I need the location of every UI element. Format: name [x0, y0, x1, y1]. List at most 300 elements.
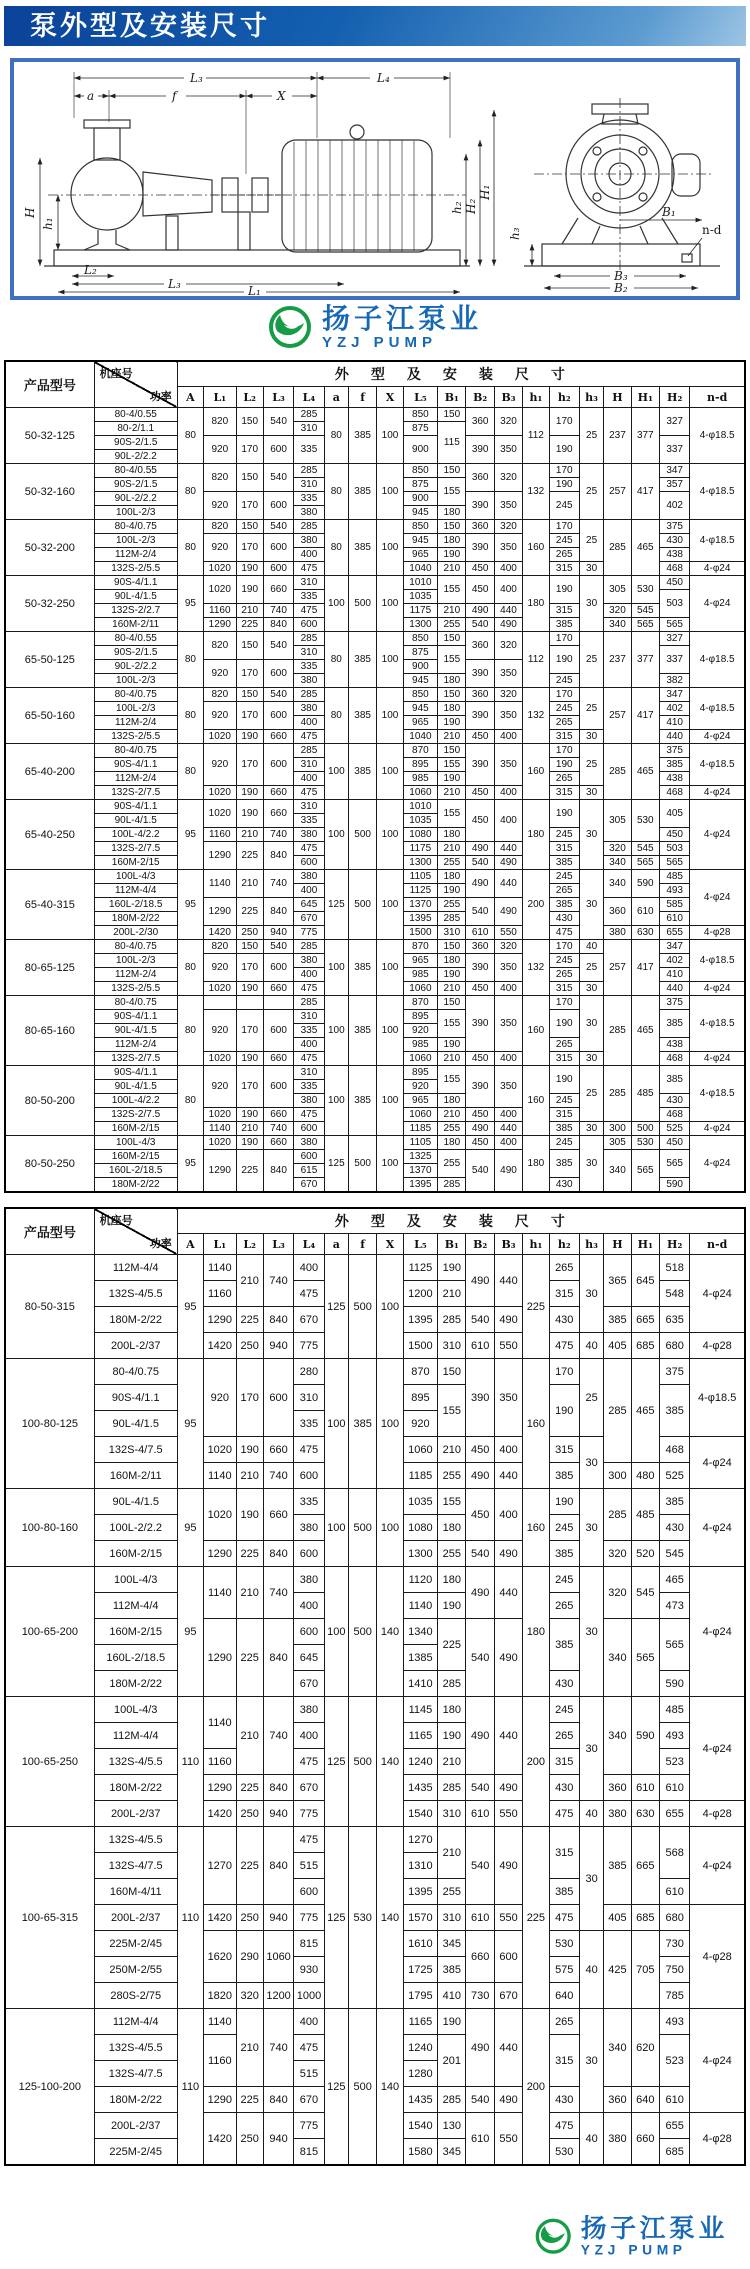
dimension-cell: 920	[403, 1024, 437, 1038]
dimension-cell: 540	[263, 520, 293, 534]
dimension-cell: 410	[438, 1983, 466, 2009]
dimension-cell: 360	[466, 688, 494, 702]
dimension-cell: 820	[204, 632, 236, 660]
dimension-cell: 1420	[204, 1333, 236, 1359]
dimension-cell: 285	[294, 996, 324, 1010]
dimension-cell: 180	[438, 534, 466, 548]
dimension-cell: 4-φ24	[690, 982, 745, 996]
power-label: 功率	[149, 1238, 172, 1250]
frame-power-cell: 160L-2/18.5	[94, 1645, 177, 1671]
dimension-cell: 347	[659, 688, 689, 702]
dimension-cell: 80	[324, 408, 348, 464]
dimension-cell: 140	[377, 1827, 403, 2009]
frame-power-cell: 112M-2/4	[94, 772, 177, 786]
dimension-cell: 225	[236, 1827, 263, 1905]
dimension-cell: 400	[294, 1038, 324, 1052]
dimension-cell: 285	[438, 1671, 466, 1697]
dimension-cell: 290	[236, 1931, 263, 1983]
dimension-cell: 305	[604, 1136, 631, 1150]
dimension-cell: 25	[579, 520, 603, 562]
dimension-cell: 1795	[403, 1983, 437, 2009]
dimension-cell: 100	[377, 576, 403, 632]
dimension-cell: 490	[494, 898, 522, 926]
dimension-cell: 150	[438, 520, 466, 534]
dimension-cell: 775	[294, 1801, 324, 1827]
dimension-cell: 850	[403, 464, 437, 478]
frame-power-cell: 100L-2/3	[94, 674, 177, 688]
frame-power-cell: 90L-4/1.5	[94, 1411, 177, 1437]
dimension-cell: 385	[549, 1122, 579, 1136]
dimension-cell: 100	[377, 408, 403, 464]
dimension-cell: 30	[579, 1437, 603, 1489]
product-model-cell: 50-32-250	[5, 576, 94, 632]
dimension-cell: 400	[294, 1723, 324, 1749]
dimension-cell: 320	[494, 408, 522, 436]
dimension-cell: 1040	[403, 562, 437, 576]
dimension-cell: 1435	[403, 2087, 437, 2113]
dimension-cell: 190	[549, 800, 579, 828]
dimension-cell: 250	[236, 2113, 263, 2166]
frame-power-cell: 200L-2/30	[94, 926, 177, 940]
dimension-cell: 600	[294, 1541, 324, 1567]
dimension-cell: 255	[438, 856, 466, 870]
frame-power-cell: 100L-4/3	[94, 870, 177, 884]
dimension-cell: 132	[523, 688, 549, 744]
dimension-cell: 320	[604, 604, 631, 618]
dimension-cell: 390	[466, 492, 494, 520]
dimension-cell: 285	[438, 1307, 466, 1333]
dimension-cell: 4-φ24	[690, 1136, 745, 1193]
dimension-cell: 380	[294, 1136, 324, 1150]
dimension-cell: 180	[523, 1136, 549, 1193]
dimension-cell: 170	[549, 520, 579, 534]
dimension-cell: 315	[549, 786, 579, 800]
dim-label-l1: L₁	[248, 284, 261, 296]
dimension-cell: 500	[631, 1122, 659, 1136]
dimension-cell: 940	[263, 1333, 293, 1359]
dimension-cell: 530	[631, 1136, 659, 1150]
dimension-cell: 40	[579, 1931, 603, 2009]
dimension-cell: 327	[659, 408, 689, 436]
dimension-cell: 190	[438, 548, 466, 562]
dimension-cell: 335	[294, 814, 324, 828]
dimension-cell: 150	[236, 464, 263, 492]
table-row	[5, 800, 745, 814]
dimension-cell: 225	[236, 842, 263, 870]
table-row	[5, 576, 745, 590]
logo-swirl-icon	[268, 305, 312, 349]
dimension-cell: 160	[523, 1489, 549, 1567]
dimension-cell: 210	[438, 1827, 466, 1879]
dimension-cell: 385	[348, 744, 376, 800]
frame-power-cell: 90L-2/2.2	[94, 660, 177, 674]
dimension-cell: 660	[263, 786, 293, 800]
dimension-cell: 95	[177, 1567, 203, 1697]
dimension-cell: 4-φ18.5	[690, 1066, 745, 1122]
pump-outline-drawing	[14, 62, 736, 296]
dimension-cell: 245	[549, 1094, 579, 1108]
column-header: L₁	[204, 1234, 236, 1255]
dimension-cell: 670	[294, 1178, 324, 1193]
dimension-cell: 485	[631, 1066, 659, 1122]
dimension-cell: 210	[438, 1281, 466, 1307]
dimension-cell: 565	[659, 618, 689, 632]
dimension-cell: 645	[631, 1255, 659, 1307]
table-row	[5, 940, 745, 954]
frame-power-cell: 180M-2/22	[94, 2087, 177, 2113]
dimension-cell: 670	[294, 1671, 324, 1697]
dimension-cell: 600	[294, 1122, 324, 1136]
dimension-cell: 385	[549, 1541, 579, 1567]
product-model-cell: 100-65-200	[5, 1567, 94, 1697]
dimension-cell: 385	[348, 632, 376, 688]
dimension-cell: 1435	[403, 1775, 437, 1801]
dimension-cell: 310	[438, 926, 466, 940]
dimension-cell: 305	[604, 800, 631, 842]
dimension-cell: 705	[631, 1931, 659, 2009]
dimension-cell: 490	[494, 1827, 522, 1905]
dimension-cell: 4-φ24	[690, 786, 745, 800]
dimension-cell: 660	[263, 576, 293, 604]
dimension-cell: 155	[438, 800, 466, 828]
dimension-cell: 1165	[403, 1723, 437, 1749]
dimension-cell: 390	[466, 1359, 494, 1437]
dimension-cell: 390	[466, 660, 494, 688]
dimension-cell: 265	[549, 884, 579, 898]
dimension-cell: 600	[294, 1619, 324, 1645]
dimension-cell: 4-φ24	[690, 730, 745, 744]
frame-power-cell: 100L-2/3	[94, 702, 177, 716]
dimension-cell: 920	[204, 660, 236, 688]
frame-power-cell: 100L-2/3	[94, 506, 177, 520]
dimension-cell: 100	[377, 1489, 403, 1567]
dimension-cell: 400	[294, 548, 324, 562]
dimension-cell: 30	[579, 800, 603, 870]
dimension-cell: 485	[631, 1489, 659, 1541]
column-header: h₃	[579, 387, 603, 408]
dimension-cell: 385	[659, 1066, 689, 1094]
dimension-cell: 265	[549, 1038, 579, 1052]
dimension-cell: 875	[403, 478, 437, 492]
dimension-cell: 265	[549, 2009, 579, 2035]
dimension-cell: 350	[494, 492, 522, 520]
dimension-cell: 155	[438, 1489, 466, 1515]
outline-installation-header: 外型及安装尺寸	[177, 1208, 745, 1234]
dimension-cell: 190	[236, 786, 263, 800]
dimension-cell: 350	[494, 660, 522, 688]
column-header: A	[177, 387, 203, 408]
dimension-cell: 80	[324, 632, 348, 688]
header-row	[5, 361, 745, 387]
dimension-cell: 360	[466, 632, 494, 660]
dimension-cell: 285	[294, 408, 324, 422]
dimension-cell: 1000	[294, 1983, 324, 2009]
dimension-cell: 200	[523, 1697, 549, 1827]
dimension-cell: 1290	[204, 842, 236, 870]
dimension-cell: 180	[523, 576, 549, 632]
dim-label-l4: L₄	[377, 71, 390, 85]
dimension-cell: 610	[466, 1905, 494, 1931]
dim-label-a: a	[87, 89, 95, 103]
dimension-cell: 1420	[204, 926, 236, 940]
dimension-cell: 440	[494, 1122, 522, 1136]
dimension-cell: 30	[579, 562, 603, 576]
frame-power-cell: 80-2/1.1	[94, 422, 177, 436]
dimension-cell: 80	[177, 996, 203, 1066]
dimension-cell: 132	[523, 940, 549, 996]
dimension-cell: 500	[348, 576, 376, 632]
dimension-cell: 80	[177, 1066, 203, 1136]
dimension-cell: 450	[466, 1052, 494, 1066]
dimension-cell: 180	[438, 506, 466, 520]
dimension-cell: 360	[604, 2087, 631, 2113]
dimension-cell: 565	[631, 1150, 659, 1193]
dimension-cell: 100	[324, 940, 348, 996]
table-row	[5, 1697, 745, 1723]
dimension-cell: 190	[549, 436, 579, 464]
frame-power-cell: 80-4/0.75	[94, 520, 177, 534]
dimension-cell: 30	[579, 1489, 603, 1567]
dimension-cell: 385	[659, 1489, 689, 1515]
dimension-cell: 280	[294, 1359, 324, 1385]
dimension-cell: 740	[263, 1463, 293, 1489]
dimension-cell: 930	[294, 1957, 324, 1983]
product-model-cell: 100-80-125	[5, 1359, 94, 1489]
dimension-cell: 170	[549, 940, 579, 954]
dimension-cell: 465	[631, 1359, 659, 1463]
dimension-cell: 95	[177, 576, 203, 632]
dimension-cell: 1145	[403, 1697, 437, 1723]
dimension-cell: 545	[631, 1567, 659, 1619]
dimension-cell: 4-φ28	[690, 926, 745, 940]
dimension-cell: 940	[263, 1905, 293, 1931]
frame-power-cell: 132S-2/5.5	[94, 562, 177, 576]
dimension-cell: 257	[604, 940, 631, 996]
frame-power-cell: 100L-4/3	[94, 1567, 177, 1593]
dimension-cell: 475	[549, 2113, 579, 2139]
dimension-cell: 80	[177, 408, 203, 464]
dimension-cell: 750	[659, 1957, 689, 1983]
dimension-cell: 210	[236, 1122, 263, 1136]
column-header: f	[348, 1234, 376, 1255]
column-header: B₂	[466, 387, 494, 408]
dimension-cell: 895	[403, 1010, 437, 1024]
dimension-cell: 402	[659, 492, 689, 520]
dimension-cell: 610	[466, 1333, 494, 1359]
dimension-cell: 740	[263, 1697, 293, 1775]
dimension-cell: 380	[294, 954, 324, 968]
dimension-cell: 345	[438, 1931, 466, 1957]
dimension-cell: 25	[579, 744, 603, 786]
dimension-cell: 25	[579, 632, 603, 688]
dimension-cell: 385	[604, 1827, 631, 1905]
dimension-cell: 180	[438, 1567, 466, 1593]
dimension-cell: 380	[294, 1515, 324, 1541]
dimension-cell: 600	[294, 1463, 324, 1489]
dimension-cell: 40	[579, 2113, 603, 2166]
dimension-cell: 440	[494, 1463, 522, 1489]
dimension-cell: 870	[403, 744, 437, 758]
dimension-cell: 1270	[204, 1827, 236, 1905]
dimension-cell: 530	[549, 1931, 579, 1957]
dimension-cell: 490	[494, 2087, 522, 2113]
dimension-cell: 375	[659, 1359, 689, 1385]
dimension-cell: 180	[438, 828, 466, 842]
dimension-cell: 210	[236, 1567, 263, 1619]
footer-logo-chinese-name: 扬子江泵业	[580, 2213, 728, 2243]
dimension-cell: 150	[236, 632, 263, 660]
dimension-cell: 100	[377, 996, 403, 1066]
dimension-cell: 440	[494, 2009, 522, 2087]
dimension-cell: 382	[659, 674, 689, 688]
dimension-cell: 450	[466, 730, 494, 744]
dimension-cell: 685	[631, 1905, 659, 1931]
frame-power-cell: 112M-4/4	[94, 2009, 177, 2035]
dimension-cell: 630	[631, 1801, 659, 1827]
dimension-cell: 540	[263, 464, 293, 492]
dimension-cell: 25	[579, 954, 603, 982]
table-row	[5, 996, 745, 1010]
dimension-cell: 390	[466, 954, 494, 982]
dimension-cell: 95	[177, 1489, 203, 1567]
table-row	[5, 632, 745, 646]
dimension-cell: 475	[294, 1052, 324, 1066]
dimension-cell: 100	[377, 688, 403, 744]
dimension-cell: 335	[294, 492, 324, 506]
dimension-cell: 4-φ18.5	[690, 940, 745, 982]
dimension-cell: 585	[659, 898, 689, 912]
dimension-cell: 1035	[403, 1489, 437, 1515]
dimension-cell: 493	[659, 884, 689, 898]
dimension-cell: 540	[466, 1150, 494, 1193]
dim-label-h-cap: H	[23, 207, 37, 218]
dimension-cell: 347	[659, 464, 689, 478]
dimension-cell: 840	[263, 1827, 293, 1905]
column-header: a	[324, 387, 348, 408]
dimension-cell: 540	[263, 688, 293, 702]
dimension-cell: 1175	[403, 604, 437, 618]
dimension-cell: 417	[631, 940, 659, 996]
frame-power-cell: 80-4/0.75	[94, 744, 177, 758]
dimension-cell: 1325	[403, 1150, 437, 1164]
column-header: B₁	[438, 387, 466, 408]
table-row	[5, 744, 745, 758]
dimension-cell: 503	[659, 842, 689, 856]
dimension-cell: 400	[294, 2009, 324, 2035]
frame-power-cell: 160M-4/11	[94, 1879, 177, 1905]
column-header: H	[604, 1234, 631, 1255]
dimension-cell: 440	[494, 1255, 522, 1307]
dimension-cell: 100	[377, 1359, 403, 1489]
dimension-cell: 610	[631, 1775, 659, 1801]
frame-power-cell: 80-4/0.75	[94, 688, 177, 702]
dimension-cell: 490	[494, 1619, 522, 1697]
dimension-cell: 100	[377, 744, 403, 800]
dimension-cell: 1035	[403, 590, 437, 604]
frame-power-cell: 180M-2/22	[94, 912, 177, 926]
dimension-cell: 170	[236, 1066, 263, 1108]
dimension-cell: 850	[403, 520, 437, 534]
frame-power-cell: 160M-2/11	[94, 1463, 177, 1489]
dimension-cell: 155	[438, 576, 466, 604]
dimension-cell: 965	[403, 548, 437, 562]
dimension-cell: 245	[549, 828, 579, 842]
dimension-cell: 245	[549, 870, 579, 884]
dimension-cell: 285	[438, 2087, 466, 2113]
dimension-cell: 1420	[204, 1905, 236, 1931]
dimension-cell: 600	[263, 1010, 293, 1052]
dimension-cell: 490	[494, 1775, 522, 1801]
dimension-cell: 285	[604, 1359, 631, 1463]
dimension-cell: 475	[294, 1749, 324, 1775]
column-header: L₄	[294, 1234, 324, 1255]
dimension-cell: 400	[294, 1593, 324, 1619]
column-header: H₂	[659, 1234, 689, 1255]
dimension-cell: 200	[523, 870, 549, 940]
dimension-cell: 250	[236, 1801, 263, 1827]
dimension-cell: 430	[659, 1094, 689, 1108]
dimension-cell: 525	[659, 1463, 689, 1489]
dimension-cell: 190	[438, 1038, 466, 1052]
dimension-cell: 565	[631, 1619, 659, 1697]
dimension-cell: 1500	[403, 1333, 437, 1359]
dimension-cell: 1290	[204, 1775, 236, 1801]
dimension-cell: 665	[631, 1307, 659, 1333]
dimension-cell: 485	[659, 1697, 689, 1723]
frame-power-cell: 200L-2/37	[94, 1801, 177, 1827]
dimension-cell: 600	[263, 436, 293, 464]
dimension-cell: 30	[579, 1567, 603, 1697]
dimension-cell: 540	[466, 2087, 494, 2113]
dimension-cell: 350	[494, 702, 522, 730]
dimension-cell: 490	[494, 856, 522, 870]
dimension-cell: 255	[438, 618, 466, 632]
dimension-cell: 377	[631, 408, 659, 464]
dimension-cell: 985	[403, 968, 437, 982]
column-header: n-d	[690, 387, 745, 408]
frame-power-cell: 180M-2/22	[94, 1307, 177, 1333]
dimension-cell: 540	[466, 1541, 494, 1567]
dimension-cell: 4-φ24	[690, 1827, 745, 1905]
dimension-cell: 540	[466, 898, 494, 926]
dimension-cell: 655	[659, 926, 689, 940]
dimension-cell: 1160	[204, 2035, 236, 2087]
pump-drawing-panel	[10, 58, 740, 300]
dimension-cell: 255	[438, 898, 466, 912]
dimension-cell: 360	[466, 464, 494, 492]
dimension-cell: 150	[236, 940, 263, 954]
dimension-cell: 335	[294, 660, 324, 674]
dimension-cell: 1395	[403, 1178, 437, 1193]
dimension-cell: 385	[659, 1385, 689, 1437]
dimension-cell: 4-φ24	[690, 1255, 745, 1333]
dimension-cell: 600	[263, 534, 293, 562]
dimension-cell: 680	[659, 1333, 689, 1359]
dimension-cell: 335	[294, 590, 324, 604]
dimension-cell: 815	[294, 1931, 324, 1957]
dimension-cell: 1140	[204, 1255, 236, 1281]
column-header: B₂	[466, 1234, 494, 1255]
column-header: h₁	[523, 1234, 549, 1255]
dimension-cell: 100	[324, 996, 348, 1066]
dimension-cell: 130	[438, 2113, 466, 2139]
dimension-cell: 225	[236, 1775, 263, 1801]
dimension-cell: 4-φ24	[690, 1122, 745, 1136]
dim-label-h1-small: h₁	[41, 217, 55, 230]
dimension-cell: 125	[324, 870, 348, 940]
dimension-cell: 655	[659, 2113, 689, 2139]
dimension-cell: 4-φ18.5	[690, 464, 745, 520]
